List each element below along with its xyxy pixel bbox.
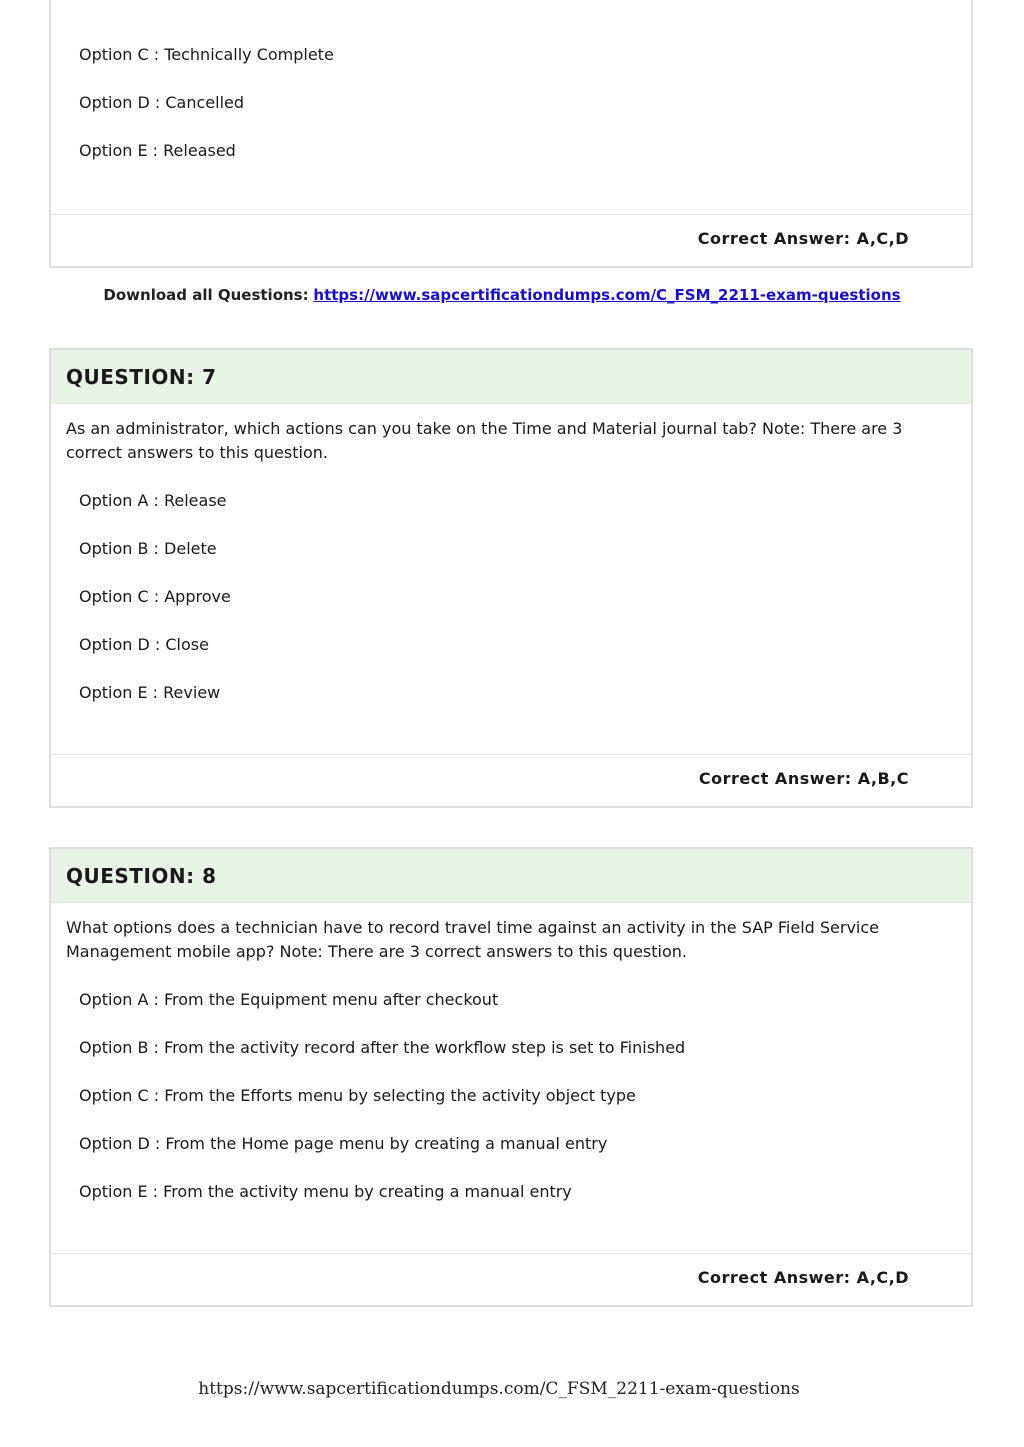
correct-answer: Correct Answer: A,C,D xyxy=(697,229,909,248)
footer-url: https://www.sapcertificationdumps.com/C_FSM_2211-exam-questions xyxy=(198,1379,800,1399)
question-8-title: QUESTION: 8 xyxy=(51,849,971,903)
download-label: Download all Questions: xyxy=(103,286,309,304)
option-b: Option B : Delete xyxy=(79,539,217,558)
answer-bar xyxy=(51,754,971,806)
option-d: Option D : From the Home page menu by creating a manual entry xyxy=(79,1134,608,1153)
question-7-card xyxy=(49,348,973,808)
question-7-title: QUESTION: 7 xyxy=(51,350,971,404)
answer-bar xyxy=(51,1253,971,1305)
option-a: Option A : Release xyxy=(79,491,227,510)
download-link[interactable]: https://www.sapcertificationdumps.com/C_FSM_2211-exam-questions xyxy=(313,286,901,304)
option-e: Option E : From the activity menu by creating a manual entry xyxy=(79,1182,572,1201)
prev-question-card xyxy=(49,0,973,268)
question-8-text: What options does a technician have to record travel time against an activity in the SAP Field Service Management mobile app? Note: There are 3 correct answers to this question. xyxy=(66,918,880,961)
correct-answer: Correct Answer: A,B,C xyxy=(698,769,909,788)
option-e: Option E : Released xyxy=(79,141,236,160)
option-e: Option E : Review xyxy=(79,683,221,702)
option-a: Option A : From the Equipment menu after checkout xyxy=(79,990,499,1009)
option-c: Option C : From the Efforts menu by selecting the activity object type xyxy=(79,1086,636,1105)
answer-bar xyxy=(51,214,971,266)
option-d: Option D : Close xyxy=(79,635,209,654)
question-7-text: As an administrator, which actions can you take on the Time and Material journal tab? Note: There are 3 correct answers to this question. xyxy=(66,419,903,462)
option-b: Option B : From the activity record after the workflow step is set to Finished xyxy=(79,1038,686,1057)
download-all-questions xyxy=(0,286,1004,304)
option-d: Option D : Cancelled xyxy=(79,93,245,112)
option-c: Option C : Technically Complete xyxy=(79,45,334,64)
question-8-card xyxy=(49,847,973,1307)
option-c: Option C : Approve xyxy=(79,587,231,606)
correct-answer: Correct Answer: A,C,D xyxy=(697,1268,909,1287)
